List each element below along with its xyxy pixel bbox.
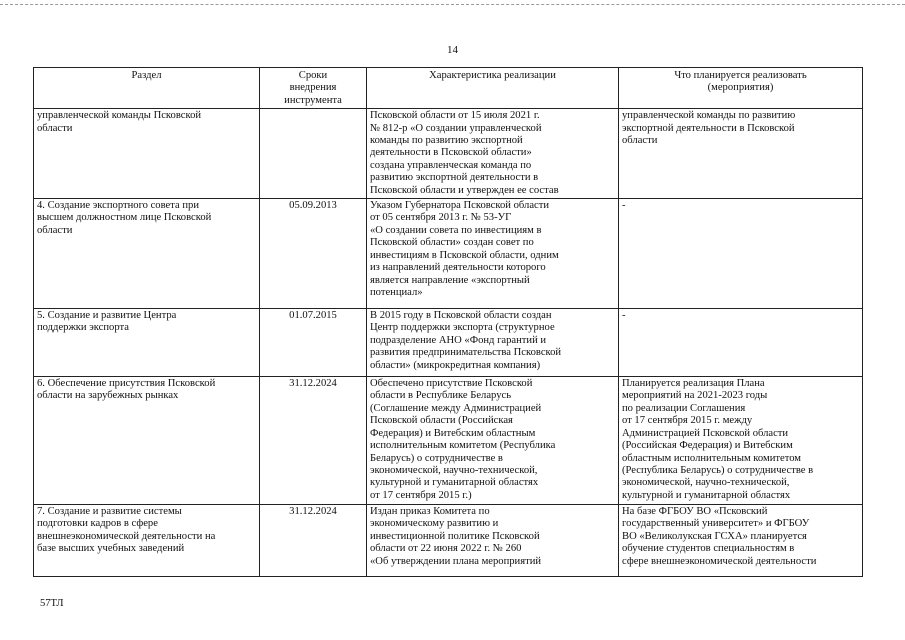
header-planned: Что планируется реализовать (мероприятия): [619, 68, 863, 109]
cell-planned: -: [619, 309, 863, 377]
cell-planned: На базе ФГБОУ ВО «Псковский государственный университет» и ФГБОУ ВО «Великолукская ГСХА» планируется обучение студентов специальностям в сфере внешнеэкономической деятельности: [619, 505, 863, 577]
cell-date: [260, 109, 367, 199]
cell-date: 31.12.2024: [260, 505, 367, 577]
cell-planned: -: [619, 199, 863, 309]
cell-date: 01.07.2015: [260, 309, 367, 377]
table-row: [34, 505, 863, 577]
cell-section: 4. Создание экспортного совета при высшем должностном лице Псковской области: [34, 199, 260, 309]
header-characteristic: Характеристика реализации: [367, 68, 619, 109]
measures-table: [33, 67, 863, 577]
cell-planned: управленческой команды по развитию экспортной деятельности в Псковской области: [619, 109, 863, 199]
cell-section: управленческой команды Псковской области: [34, 109, 260, 199]
cell-planned: Планируется реализация Плана мероприятий на 2021-2023 годы по реализации Соглашения от 17 сентября 2015 г. между Администрацией Псковской области (Российская Федерация) и Витебским областным исполнительным комитетом (Республика Беларусь) о сотрудничестве в экономической, научно-технической, культурной и гуманитарной областях: [619, 377, 863, 505]
cell-date: 05.09.2013: [260, 199, 367, 309]
page-number: 14: [447, 44, 458, 56]
cell-characteristic: Обеспечено присутствие Псковской области в Республике Беларусь (Соглашение между Администрацией Псковской области (Российская Федерация) и Витебским областным исполнительным комитетом (Республика Беларусь) о сотрудничестве в экономической, научно-технической, культурной и гуманитарной областях от 17 сентября 2015 г.): [367, 377, 619, 505]
header-section: Раздел: [34, 68, 260, 109]
cell-section: 7. Создание и развитие системы подготовки кадров в сфере внешнеэкономической деятельности на базе высших учебных заведений: [34, 505, 260, 577]
cell-characteristic: Издан приказ Комитета по экономическому развитию и инвестиционной политике Псковской области от 22 июня 2022 г. № 260 «Об утверждении плана мероприятий: [367, 505, 619, 577]
cell-date: 31.12.2024: [260, 377, 367, 505]
document-code: 57ТЛ: [40, 598, 64, 609]
header-deadlines: Сроки внедрения инструмента: [260, 68, 367, 109]
cell-characteristic: Псковской области от 15 июля 2021 г. № 812-р «О создании управленческой команды по развитию экспортной деятельности в Псковской области» создана управленческая команда по развитию экспортной деятельности в Псковской области и утвержден ее состав: [367, 109, 619, 199]
cell-characteristic: Указом Губернатора Псковской области от 05 сентября 2013 г. № 53-УГ «О создании совета по инвестициям в Псковской области» создан совет по инвестициям в Псковской области, одним из направлений деятельности которого является направление «экспортный потенциал»: [367, 199, 619, 309]
page-top-rule: [0, 4, 905, 5]
table-row: [34, 199, 863, 309]
cell-characteristic: В 2015 году в Псковской области создан Центр поддержки экспорта (структурное подразделение АНО «Фонд гарантий и развития предпринимательства Псковской области» (микрокредитная компания): [367, 309, 619, 377]
table-row: [34, 377, 863, 505]
table-row: [34, 109, 863, 199]
cell-section: 5. Создание и развитие Центра поддержки экспорта: [34, 309, 260, 377]
table-header-row: [34, 68, 863, 109]
cell-section: 6. Обеспечение присутствия Псковской области на зарубежных рынках: [34, 377, 260, 505]
table-row: [34, 309, 863, 377]
